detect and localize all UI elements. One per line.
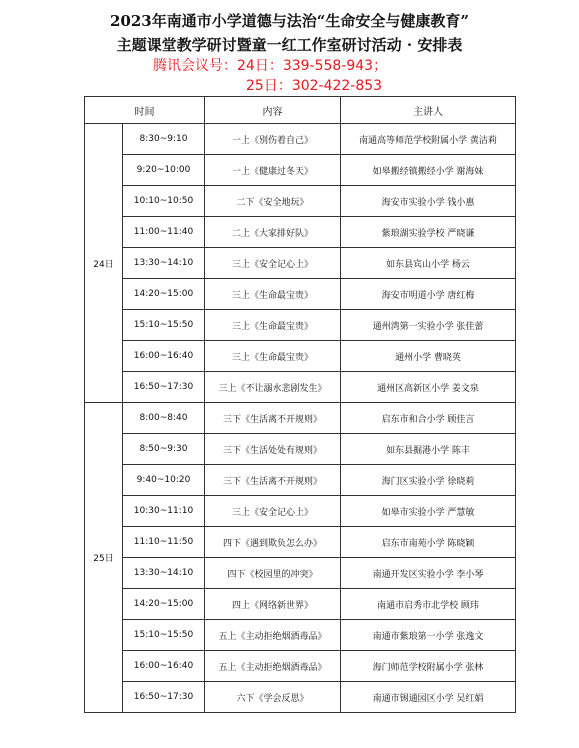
schedule-table	[84, 96, 516, 713]
time-cell: 11:10~11:50	[123, 527, 205, 558]
column-header-speaker: 主讲人	[341, 97, 516, 124]
time-cell: 9:20~10:00	[123, 155, 205, 186]
content-cell: 二下《安全地玩》	[205, 186, 341, 217]
content-cell: 三上《安全记心上》	[205, 496, 341, 527]
speaker-cell: 如东县宾山小学 杨云	[341, 248, 516, 279]
content-cell: 三下《生活离不开规则》	[205, 403, 341, 434]
content-cell: 六下《学会反思》	[205, 682, 341, 713]
speaker-cell: 通州湾第一实验小学 张佳蕾	[341, 310, 516, 341]
table-header-row	[85, 97, 516, 124]
table-row	[85, 496, 516, 527]
speaker-cell: 启东市和合小学 顾佳言	[341, 403, 516, 434]
content-cell: 三下《生活处处有规则》	[205, 434, 341, 465]
day-label: 24日	[85, 124, 123, 403]
table-row	[85, 558, 516, 589]
time-cell: 16:50~17:30	[123, 372, 205, 403]
table-row	[85, 465, 516, 496]
time-cell: 8:00~8:40	[123, 403, 205, 434]
time-cell: 14:20~15:00	[123, 589, 205, 620]
speaker-cell: 南通市启秀市北学校 顾玮	[341, 589, 516, 620]
content-cell: 四下《校园里的冲突》	[205, 558, 341, 589]
speaker-cell: 启东市南苑小学 陈晓颖	[341, 527, 516, 558]
day-label: 25日	[85, 403, 123, 713]
table-row	[85, 589, 516, 620]
content-cell: 二上《大家排好队》	[205, 217, 341, 248]
time-cell: 13:30~14:10	[123, 248, 205, 279]
content-cell: 五上《主动拒绝烟酒毒品》	[205, 651, 341, 682]
table-row	[85, 186, 516, 217]
meeting-id-day25: 25日：302-422-853	[246, 78, 383, 94]
table-row	[85, 620, 516, 651]
speaker-cell: 如皋搬经镇搬经小学 谢海妹	[341, 155, 516, 186]
speaker-cell: 海安市明道小学 唐红梅	[341, 279, 516, 310]
table-row	[85, 651, 516, 682]
table-row	[85, 279, 516, 310]
speaker-cell: 海门师范学校附属小学 张林	[341, 651, 516, 682]
content-cell: 四上《网络新世界》	[205, 589, 341, 620]
table-row	[85, 155, 516, 186]
meeting-id-day24: 腾讯会议号：24日：339-558-943；	[153, 58, 388, 74]
table-row	[85, 248, 516, 279]
speaker-cell: 通州小学 曹晓英	[341, 341, 516, 372]
content-cell: 四下《遇到欺负怎么办》	[205, 527, 341, 558]
table-row	[85, 341, 516, 372]
content-cell: 一上《健康过冬天》	[205, 155, 341, 186]
speaker-cell: 海门区实验小学 徐晓莉	[341, 465, 516, 496]
table-row	[85, 682, 516, 713]
speaker-cell: 如东县掘港小学 陈丰	[341, 434, 516, 465]
content-cell: 五上《主动拒绝烟酒毒品》	[205, 620, 341, 651]
page-title-line1: 2023年南通市小学道德与法治“生命安全与健康教育”	[109, 12, 469, 30]
content-cell: 三上《生命最宝贵》	[205, 341, 341, 372]
time-cell: 8:50~9:30	[123, 434, 205, 465]
time-cell: 10:10~10:50	[123, 186, 205, 217]
time-cell: 8:30~9:10	[123, 124, 205, 155]
time-cell: 15:10~15:50	[123, 620, 205, 651]
time-cell: 16:00~16:40	[123, 341, 205, 372]
content-cell: 三上《安全记心上》	[205, 248, 341, 279]
content-cell: 三上《生命最宝贵》	[205, 310, 341, 341]
table-row	[85, 527, 516, 558]
time-cell: 13:30~14:10	[123, 558, 205, 589]
speaker-cell: 南通市紫琅第一小学 张逸文	[341, 620, 516, 651]
table-row	[85, 372, 516, 403]
table-row	[85, 124, 516, 155]
table-row	[85, 403, 516, 434]
speaker-cell: 通州区高新区小学 姜文泉	[341, 372, 516, 403]
time-cell: 15:10~15:50	[123, 310, 205, 341]
content-cell: 三下《生活离不开规则》	[205, 465, 341, 496]
column-header-content: 内容	[205, 97, 341, 124]
content-cell: 三上《生命最宝贵》	[205, 279, 341, 310]
page-title-line2: 主题课堂教学研讨暨童一红工作室研讨活动 · 安排表	[116, 36, 463, 54]
table-row	[85, 217, 516, 248]
time-cell: 16:00~16:40	[123, 651, 205, 682]
speaker-cell: 如皋市实验小学 严慧敏	[341, 496, 516, 527]
table-row	[85, 434, 516, 465]
time-cell: 16:50~17:30	[123, 682, 205, 713]
time-cell: 11:00~11:40	[123, 217, 205, 248]
time-cell: 9:40~10:20	[123, 465, 205, 496]
content-cell: 一上《别伤着自己》	[205, 124, 341, 155]
speaker-cell: 南通市锡通园区小学 吴红娟	[341, 682, 516, 713]
content-cell: 三上《不让溺水悲剧发生》	[205, 372, 341, 403]
speaker-cell: 南通开发区实验小学 李小琴	[341, 558, 516, 589]
speaker-cell: 南通高等师范学校附属小学 黄洁莉	[341, 124, 516, 155]
speaker-cell: 紫琅湖实验学校 严晓谦	[341, 217, 516, 248]
speaker-cell: 海安市实验小学 钱小惠	[341, 186, 516, 217]
time-cell: 10:30~11:10	[123, 496, 205, 527]
time-cell: 14:20~15:00	[123, 279, 205, 310]
column-header-time: 时间	[85, 97, 205, 124]
table-row	[85, 310, 516, 341]
